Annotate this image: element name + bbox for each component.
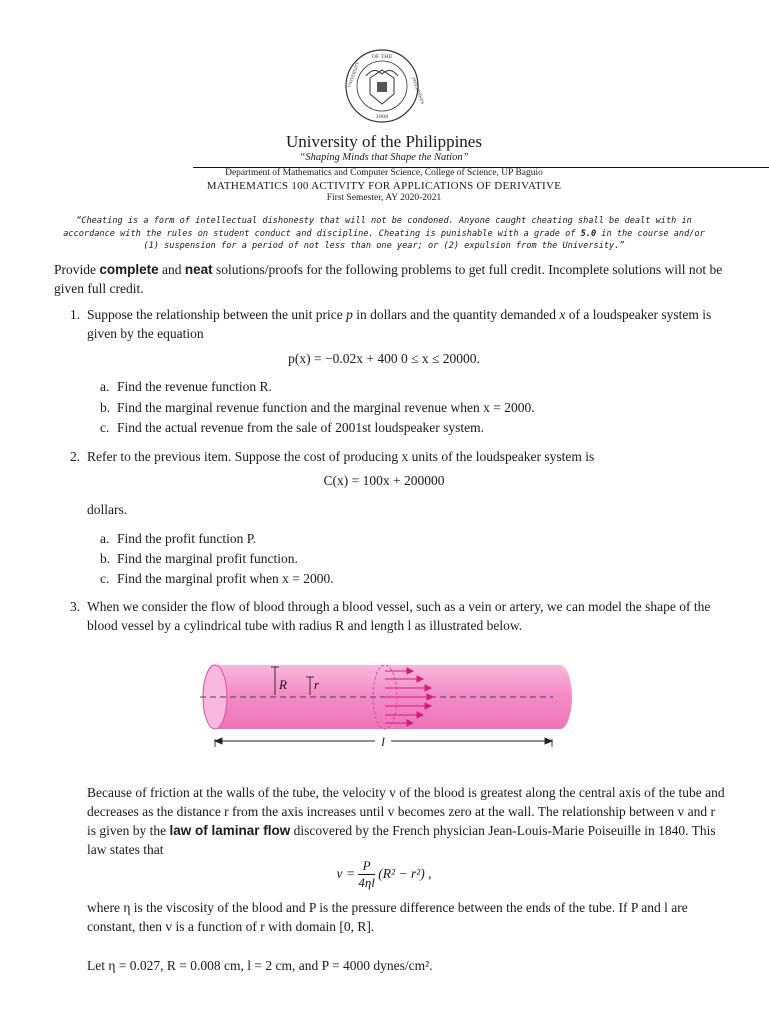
semester: First Semester, AY 2020-2021 [326, 193, 442, 203]
cheating-warning [56, 215, 712, 253]
warning-text-end: in the course and/or (1) suspension for a period of not less than one year; or (2) expulsion from the University.” [143, 228, 705, 251]
formula-fraction [358, 858, 375, 891]
problem-1-text-a: Suppose the relationship between the unit price [87, 307, 347, 322]
problem-2-text: Refer to the previous item. Suppose the cost of producing x units of the loudspeaker system is [87, 449, 595, 464]
label-R: R [279, 677, 287, 692]
seal-left-text: UNIVERSITY [346, 61, 361, 89]
problem-1-item-b-label: b. [100, 400, 111, 415]
university-name: University of the Philippines [286, 132, 482, 151]
problem-1-number: 1. [70, 307, 81, 322]
problem-2-item-a: Find the profit function P. [117, 531, 257, 546]
course-title: MATHEMATICS 100 ACTIVITY FOR APPLICATIONS OF DERIVATIVE [206, 180, 562, 192]
problem-1-item-a: Find the revenue function R. [117, 379, 272, 394]
problem-2-item-b: Find the marginal profit function. [117, 551, 298, 566]
blood-vessel-diagram [195, 655, 575, 755]
laminar-flow-formula [0, 853, 768, 895]
intro-text: solutions/proofs for the following problems to get full credit. Incomplete solutions will not be given full credit. [54, 262, 723, 296]
label-l: l [381, 734, 385, 749]
problem-2-item-c: Find the marginal profit when x = 2000. [117, 571, 334, 586]
problem-1-equation: p(x) = −0.02x + 400 0 ≤ x ≤ 20000. [288, 351, 480, 366]
para1-text-end: discovered by the French physician Jean-Louis-Marie Poiseuille in 1840. This law states that [87, 823, 716, 857]
formula-numerator: P [358, 858, 375, 875]
label-r: r [314, 677, 320, 692]
problem-1-text [87, 305, 727, 343]
intro-bold-neat: neat [184, 262, 213, 277]
problem-2-item-c-label: c. [100, 571, 110, 586]
problem-2-number: 2. [70, 449, 81, 464]
formula-rhs: (R² − r²) , [378, 866, 432, 881]
var-p: p [346, 307, 353, 322]
instructions [54, 260, 724, 298]
warning-grade: 5.0 [580, 228, 597, 239]
seal-year: 1908 [375, 114, 389, 120]
laminar-flow-paragraph [87, 783, 727, 859]
intro-bold-complete: complete [99, 262, 159, 277]
given-values: Let η = 0.027, R = 0.008 cm, l = 2 cm, and P = 4000 dynes/cm². [87, 958, 433, 973]
intro-text: Provide [54, 262, 100, 277]
var-x: x [559, 307, 566, 322]
problem-2-after: dollars. [87, 502, 128, 517]
problem-1-text-b: in dollars and the quantity demanded [352, 307, 560, 322]
formula-denominator: 4ηl [358, 875, 375, 891]
problem-3-number: 3. [70, 599, 81, 614]
problem-1-item-a-label: a. [100, 379, 110, 394]
university-seal-logo [344, 48, 426, 124]
problem-1-item-c-label: c. [100, 420, 110, 435]
problem-2-item-b-label: b. [100, 551, 111, 566]
seal-top-text: OF THE [371, 54, 393, 60]
intro-text: and [158, 262, 185, 277]
warning-text: “Cheating is a form of intellectual dishonesty that will not be condoned. Anyone caught cheating shall be dealt with in accordance with the rules on student conduct and discipline. Cheating is punishable with a grade of [63, 216, 692, 239]
viscosity-paragraph: where η is the viscosity of the blood and P is the pressure difference between the ends of the tube. If P and l are constant, then v is a function of r with domain [0, R]. [87, 900, 688, 934]
problem-1-text-c: of a loudspeaker system is given by the equation [87, 307, 712, 341]
para1-text: Because of friction at the walls of the tube, the velocity v of the blood is greatest along the central axis of the tube and decreases as the distance r from the axis increases until v becomes zero at the wall. The relationship between v and r is given by the [87, 785, 725, 838]
department: Department of Mathematics and Computer Science, College of Science, UP Baguio [225, 168, 543, 178]
formula-lhs: v = [336, 866, 355, 881]
problem-3-text: When we consider the flow of blood through a blood vessel, such as a vein or artery, we can model the shape of the blood vessel by a cylindrical tube with radius R and length l as illustrated below. [87, 599, 711, 633]
problem-2-item-a-label: a. [100, 531, 110, 546]
problem-2-equation: C(x) = 100x + 200000 [323, 473, 445, 488]
motto: “Shaping Minds that Shape the Nation” [299, 152, 469, 163]
seal-right-text: PHILIPPINES [411, 76, 426, 105]
problem-1-item-c: Find the actual revenue from the sale of 2001st loudspeaker system. [117, 420, 485, 435]
law-of-laminar-flow: law of laminar flow [169, 823, 291, 838]
problem-1-item-b: Find the marginal revenue function and the marginal revenue when x = 2000. [117, 400, 535, 415]
